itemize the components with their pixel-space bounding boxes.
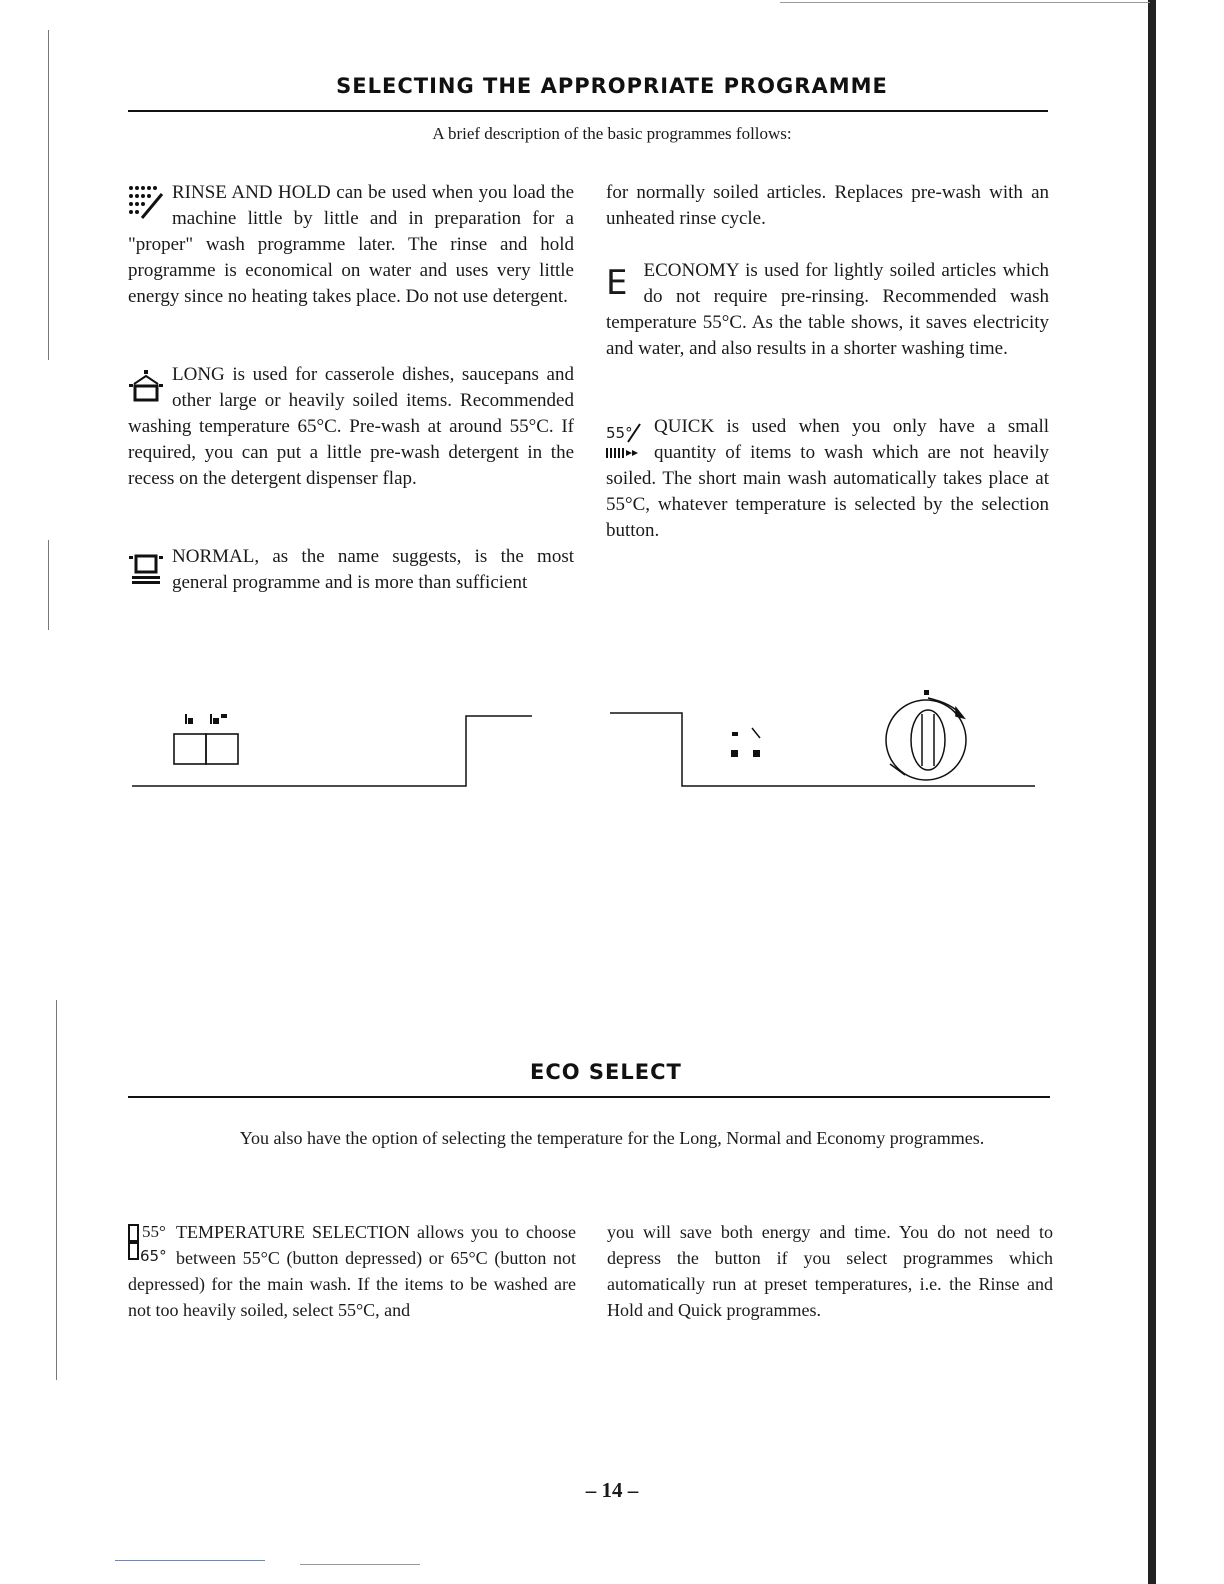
temperature-paragraph — [128, 1219, 576, 1323]
rinse-hold-paragraph — [128, 180, 574, 310]
quick-paragraph — [606, 414, 1049, 544]
normal-programme-icon — [128, 546, 164, 588]
rinse-hold-text: RINSE AND HOLD can be used when you load the machine little by little and in preparation for a "proper" wash programme later. The rinse and hold programme is economical on water and uses very little energy since no heating takes place. Do not use detergent. — [128, 182, 574, 307]
panel-outline-left — [132, 716, 532, 786]
economy-icon: E — [606, 263, 628, 303]
indicator-lights — [731, 728, 760, 757]
control-panel-illustration — [120, 680, 1050, 800]
eco-intro: You also have the option of selecting the temperature for the Long, Normal and Economy programmes. — [239, 1128, 985, 1148]
long-text: LONG is used for casserole dishes, saucepans and other large or heavily soiled items. Recommended washing temperature 65°C. Pre-wash at around 55°C. If required, you can put a little pre-wash detergent in the recess on the detergent dispenser flap. — [128, 364, 574, 489]
scan-top-line — [780, 2, 1150, 3]
normal-continued-paragraph: for normally soiled articles. Replaces pre-wash with an unheated rinse cycle. — [606, 182, 1049, 229]
section-title-programmes: SELECTING THE APPROPRIATE PROGRAMME — [336, 74, 888, 98]
quick-text: QUICK is used when you only have a small quantity of items to wash which are not heavily soiled. The short main wash automatically takes place at 55°C, whatever temperature is selected by the selection button. — [606, 416, 1049, 541]
scan-bottom-line — [115, 1560, 265, 1561]
title-rule — [128, 110, 1048, 112]
long-paragraph — [128, 362, 574, 492]
temperature-icon-65: 65° — [140, 1247, 167, 1265]
programme-selector-dial — [886, 698, 966, 780]
temperature-bracket-icon — [128, 1223, 140, 1263]
intro-text: A brief description of the basic programmes follows: — [432, 124, 792, 143]
temperature-button-icon — [128, 1221, 172, 1263]
quick-icon-label: 55° — [606, 424, 633, 442]
section-title-eco-select: ECO SELECT — [530, 1060, 682, 1084]
button-symbols — [185, 714, 227, 724]
normal-text: NORMAL, as the name suggests, is the most general programme and is more than sufficient — [172, 546, 574, 593]
long-programme-icon — [128, 364, 164, 406]
scan-margin-line-2 — [48, 540, 49, 630]
temperature-paragraph-continued: you will save both energy and time. You do not need to depress the button if you select programmes which automatically run at preset temperatures, i.e. the Rinse and Hold and Quick programmes. — [607, 1222, 1053, 1320]
scan-edge-right — [1148, 0, 1156, 1584]
scan-margin-line-3 — [56, 1000, 57, 1380]
normal-paragraph — [128, 544, 574, 596]
scan-margin-line — [48, 30, 49, 360]
eco-rule — [128, 1096, 1050, 1098]
quick-arrow-icon — [606, 416, 644, 462]
page-number: – 14 – — [585, 1478, 639, 1502]
scan-bottom-line-2 — [300, 1564, 420, 1565]
temperature-text: TEMPERATURE SELECTION allows you to choose between 55°C (button depressed) or 65°C (button not depressed) for the main wash. If the items to be washed are not too heavily soiled, select 55°C, and — [128, 1222, 576, 1320]
temperature-icon-55: 55° — [142, 1222, 166, 1241]
economy-text: ECONOMY is used for lightly soiled articles which do not require pre-rinsing. Recommended wash temperature 55°C. As the table shows, it saves electricity and water, and also results in a shorter washing time. — [606, 260, 1049, 359]
panel-outline-right — [610, 713, 1035, 786]
quick-programme-icon — [606, 416, 644, 462]
eco-select-buttons — [174, 734, 238, 764]
rinse-hold-icon — [128, 182, 164, 224]
economy-paragraph — [606, 258, 1049, 362]
